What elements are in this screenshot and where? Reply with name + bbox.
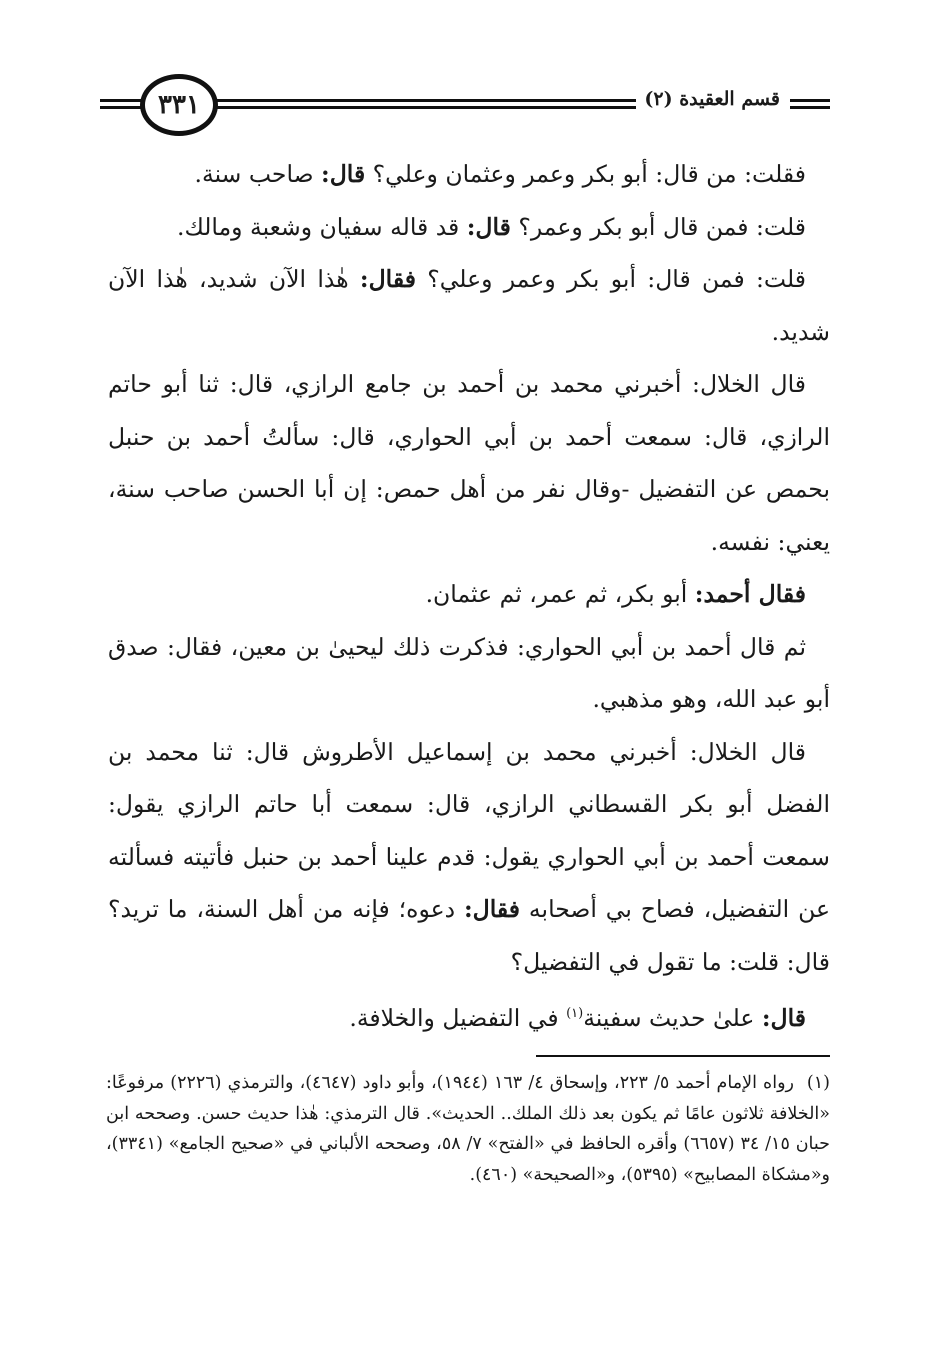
paragraph-7 xyxy=(108,726,830,989)
paragraph-5 xyxy=(108,568,830,621)
text-run: دعوه؛ فإنه من أهل السنة، ما تريد؟ قال: قلت: ما تقول في التفضيل؟ xyxy=(108,895,830,976)
text-run: قلت: فمن قال: أبو بكر وعمر وعلي؟ xyxy=(415,265,806,293)
paragraph-3 xyxy=(108,253,830,358)
text-run: أبو بكر، ثم عمر، ثم عثمان. xyxy=(425,580,695,608)
text-run: قد قاله سفيان وشعبة ومالك. xyxy=(176,212,467,241)
page-header xyxy=(96,72,830,142)
page-number: ٣٣١ xyxy=(158,90,200,120)
footnote-number: (١) xyxy=(806,1073,830,1093)
header-tail-rule-top xyxy=(790,99,830,102)
section-title: قسم العقيدة (٢) xyxy=(636,88,788,110)
text-run: قال الخلال: أخبرني محمد بن إسماعيل الأطروش قال: ثنا محمد بن الفضل أبو بكر القسطاني الرازي، قال: سمعت أبا حاتم الرازي يقول: سمعت أحمد بن أبي الحواري يقول: قدم علينا أحمد بن حنبل فأتيته فسألته عن التفضيل، فصاح بي أصحابه xyxy=(108,737,830,923)
bold-run: قال: xyxy=(761,1003,806,1032)
text-run: علىٰ حديث سفينة xyxy=(583,1003,762,1032)
bold-run: قال: xyxy=(466,212,511,241)
bold-run: فقال: xyxy=(464,895,521,923)
main-text xyxy=(108,148,830,1044)
paragraph-2 xyxy=(108,201,830,254)
paragraph-1 xyxy=(108,148,830,201)
text-run: صاحب سنة. xyxy=(194,160,322,188)
header-tail-rule-bottom xyxy=(790,106,830,109)
text-run: في التفضيل والخلافة. xyxy=(349,1003,567,1032)
page-number-badge xyxy=(140,74,218,136)
paragraph-6: ثم قال أحمد بن أبي الحواري: فذكرت ذلك ليحيىٰ بن معين، فقال: صدق أبو عبد الله، وهو مذهبي. xyxy=(108,632,830,713)
bold-run: فقال أحمد: xyxy=(694,580,806,608)
footnote xyxy=(106,1068,830,1190)
paragraph-8 xyxy=(108,988,830,1044)
text-run: هٰذا الآن شديد، هٰذا الآن شديد. xyxy=(108,265,830,346)
footnote-separator xyxy=(536,1055,830,1057)
footnote-text: رواه الإمام أحمد ٥/ ٢٢٣، وإسحاق ٤/ ١٦٣ (١٩٤٤)، وأبو داود (٤٦٤٧)، والترمذي (٢٢٢٦) مرفوعًا: «الخلافة ثلاثون عامًا ثم يكون بعد ذلك الملك.. الحديث». قال الترمذي: هٰذا حديث حسن. وصححه ابن حبان ١٥/ ٣٤ (٦٦٥٧) وأقره الحافظ في «الفتح» ٧/ ٥٨، وصححه الألباني في «صحيح الجامع» (٣٣٤١)، و«مشكاة المصابيح» (٥٣٩٥)، و«الصحيحة» (٤٦٠). xyxy=(106,1073,830,1185)
text-run: فقلت: من قال: أبو بكر وعمر وعثمان وعلي؟ xyxy=(365,160,806,188)
text-run: قلت: فمن قال أبو بكر وعمر؟ xyxy=(510,212,806,241)
paragraph-4: قال الخلال: أخبرني محمد بن أحمد بن جامع الرازي، قال: ثنا أبو حاتم الرازي، قال: سمعت أحمد بن أبي الحواري، قال: سألتُ أحمد بن حنبل بحمص عن التفضيل -وقال نفر من أهل حمص: إن أبا الحسن صاحب سنة، يعني: نفسه. xyxy=(108,370,830,556)
bold-run: قال: xyxy=(321,160,366,188)
footnote-ref[interactable]: (١) xyxy=(566,1006,584,1021)
bold-run: فقال: xyxy=(359,265,416,293)
